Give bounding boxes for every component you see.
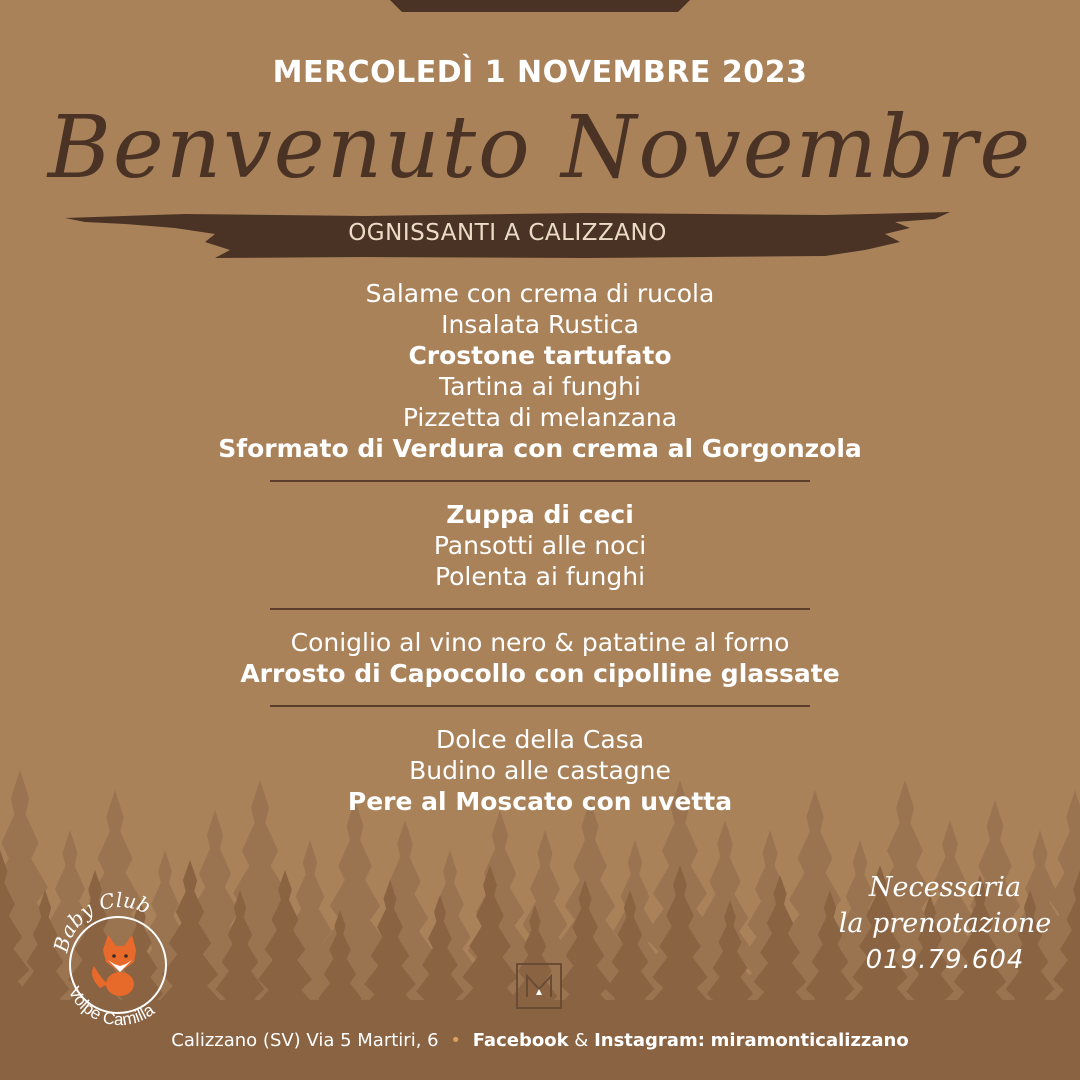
menu-item: Pizzetta di melanzana	[402, 403, 678, 432]
subtitle-banner	[65, 210, 950, 260]
menu-section-secondi	[0, 627, 1080, 689]
menu-item: Polenta ai funghi	[434, 562, 646, 591]
menu-item: Budino alle castagne	[409, 756, 671, 785]
menu-item: Salame con crema di rucola	[365, 279, 715, 308]
section-divider	[270, 608, 810, 610]
menu-item: Insalata Rustica	[441, 310, 639, 339]
menu-section-dolci	[0, 724, 1080, 817]
baby-club-badge	[48, 880, 188, 1030]
menu-item: Arrosto di Capocollo con cipolline glassate	[240, 659, 840, 688]
menu-item: Pansotti alle noci	[433, 531, 647, 560]
facebook-link[interactable]: Facebook	[472, 1030, 569, 1051]
menu-item: Tartina ai funghi	[439, 372, 641, 401]
separator-dot: •	[450, 1030, 461, 1051]
booking-line-2: la prenotazione	[838, 908, 1052, 939]
social-and: &	[574, 1030, 589, 1051]
fox-icon	[92, 935, 136, 996]
badge-subtitle: Volpe Camilla	[64, 983, 158, 1030]
booking-line-1: Necessaria	[868, 872, 1022, 903]
booking-phone[interactable]: 019.79.604	[865, 945, 1025, 975]
menu-item: Crostone tartufato	[408, 341, 672, 370]
section-divider	[270, 705, 810, 707]
menu-section-primi	[0, 499, 1080, 592]
top-tab-decoration	[390, 0, 690, 12]
menu	[0, 278, 1080, 817]
subtitle: OGNISSANTI A CALIZZANO	[348, 220, 667, 246]
address: Calizzano (SV) Via 5 Martiri, 6	[171, 1030, 439, 1051]
instagram-link[interactable]: Instagram:	[594, 1030, 705, 1051]
section-divider	[270, 480, 810, 482]
menu-item: Coniglio al vino nero & patatine al forno	[290, 628, 790, 657]
menu-section-antipasti	[0, 278, 1080, 464]
miramonti-logo	[516, 963, 562, 1009]
event-date: MERCOLEDÌ 1 NOVEMBRE 2023	[272, 55, 808, 90]
booking-note	[830, 870, 1060, 978]
footer	[0, 1030, 1080, 1051]
menu-item: Zuppa di ceci	[446, 500, 634, 529]
menu-item: Dolce della Casa	[435, 725, 645, 754]
menu-item: Pere al Moscato con uvetta	[347, 787, 733, 816]
social-handle[interactable]: miramonticalizzano	[710, 1030, 909, 1051]
menu-item: Sformato di Verdura con crema al Gorgonzola	[218, 434, 862, 463]
badge-title: Baby Club	[48, 887, 155, 955]
page-title: Benvenuto Novembre	[47, 98, 1033, 198]
